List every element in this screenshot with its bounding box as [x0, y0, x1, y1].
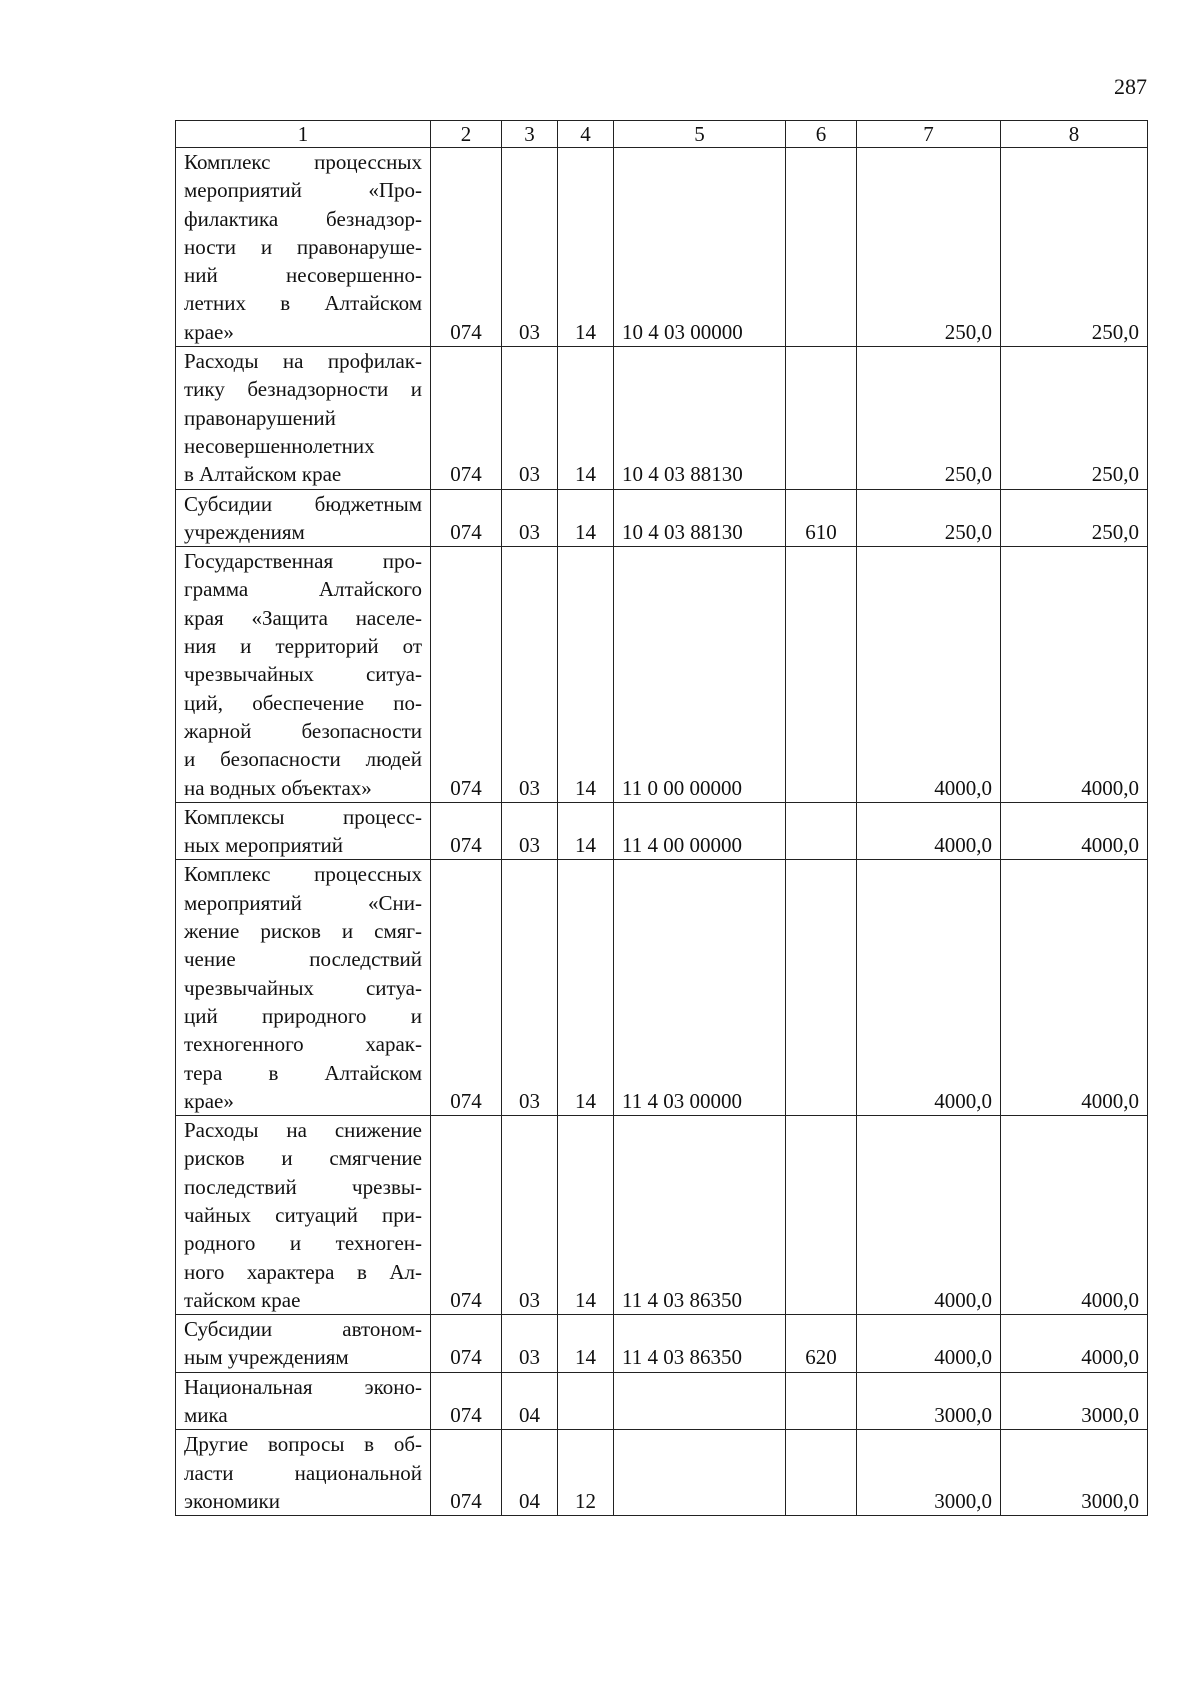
header-row [176, 121, 1148, 148]
column-header-6: 6 [786, 121, 857, 148]
amount-col8-cell: 250,0 [1001, 148, 1148, 347]
expense-type-cell [786, 347, 857, 489]
row-name-line: Комплекс процессных [184, 862, 422, 887]
table-row [176, 1430, 1148, 1516]
row-name-line: правонарушений [184, 405, 336, 430]
subsection-code-cell: 14 [558, 148, 614, 347]
section-code-cell: 03 [502, 489, 558, 547]
row-name-line: несовершеннолетних [184, 433, 375, 458]
column-header-4: 4 [558, 121, 614, 148]
expense-type-cell [786, 547, 857, 803]
column-header-8: 8 [1001, 121, 1148, 148]
table-row [176, 148, 1148, 347]
row-name-line: в Алтайском крае [184, 462, 342, 487]
table-row [176, 547, 1148, 803]
row-name-line: ний несовершенно- [184, 263, 422, 288]
row-name-line: жение рисков и смяг- [184, 919, 422, 944]
amount-col7-cell: 250,0 [857, 148, 1001, 347]
amount-col8-cell: 250,0 [1001, 489, 1148, 547]
row-name-line: Субсидии бюджетным [184, 491, 422, 516]
row-name-line: тайском крае [184, 1287, 301, 1312]
row-name-line: Расходы на профилак- [184, 349, 422, 374]
row-name-line: грамма Алтайского [184, 577, 422, 602]
amount-col8-cell: 4000,0 [1001, 1315, 1148, 1373]
table-row [176, 347, 1148, 489]
section-code-cell: 03 [502, 347, 558, 489]
amount-col7-cell: 250,0 [857, 489, 1001, 547]
expense-type-cell [786, 1430, 857, 1516]
column-header-7: 7 [857, 121, 1001, 148]
admin-code-cell: 074 [431, 1430, 502, 1516]
page-number: 287 [1114, 74, 1147, 99]
row-name-line: Комплексы процесс- [184, 804, 422, 829]
row-name-line: Комплекс процессных [184, 150, 422, 174]
amount-col8-cell: 250,0 [1001, 347, 1148, 489]
amount-col8-cell: 3000,0 [1001, 1430, 1148, 1516]
subsection-code-cell: 14 [558, 1116, 614, 1315]
row-name-line: ния и территорий от [184, 634, 422, 659]
row-name-line: Национальная эконо- [184, 1374, 422, 1399]
row-name-line: на водных объектах» [184, 775, 372, 800]
section-code-cell: 03 [502, 148, 558, 347]
expense-type-cell: 620 [786, 1315, 857, 1373]
row-name-line: техногенного харак- [184, 1032, 422, 1057]
row-name-line: ций, обеспечение по- [184, 690, 422, 715]
row-name-line: крае» [184, 1088, 234, 1113]
row-name-line: ным учреждениям [184, 1345, 349, 1370]
row-name-line: мика [184, 1403, 228, 1428]
subsection-code-cell: 14 [558, 860, 614, 1116]
amount-col7-cell: 4000,0 [857, 802, 1001, 860]
target-article-cell: 11 4 03 86350 [614, 1315, 786, 1373]
row-name-line: чрезвычайных ситуа- [184, 662, 422, 687]
section-code-cell: 03 [502, 547, 558, 803]
target-article-cell: 11 4 03 86350 [614, 1116, 786, 1315]
table-row [176, 489, 1148, 547]
admin-code-cell: 074 [431, 347, 502, 489]
expense-type-cell [786, 1372, 857, 1430]
row-name-line: чайных ситуаций при- [184, 1202, 422, 1227]
row-name-cell [176, 489, 431, 547]
row-name-line: экономики [184, 1488, 280, 1513]
subsection-code-cell: 14 [558, 489, 614, 547]
row-name-line: тику безнадзорности и [184, 377, 422, 402]
subsection-code-cell: 14 [558, 347, 614, 489]
amount-col8-cell: 4000,0 [1001, 547, 1148, 803]
column-header-2: 2 [431, 121, 502, 148]
expense-type-cell [786, 860, 857, 1116]
target-article-cell: 11 0 00 00000 [614, 547, 786, 803]
admin-code-cell: 074 [431, 802, 502, 860]
row-name-line: родного и техноген- [184, 1231, 422, 1256]
target-article-cell [614, 1430, 786, 1516]
amount-col7-cell: 4000,0 [857, 860, 1001, 1116]
column-header-3: 3 [502, 121, 558, 148]
row-name-line: Субсидии автоном- [184, 1317, 422, 1342]
amount-col8-cell: 3000,0 [1001, 1372, 1148, 1430]
expense-type-cell: 610 [786, 489, 857, 547]
subsection-code-cell: 14 [558, 802, 614, 860]
amount-col8-cell: 4000,0 [1001, 1116, 1148, 1315]
row-name-line: Расходы на снижение [184, 1118, 422, 1143]
row-name-line: чение последствий [184, 947, 422, 972]
table-row [176, 802, 1148, 860]
subsection-code-cell: 12 [558, 1430, 614, 1516]
admin-code-cell: 074 [431, 1116, 502, 1315]
expense-type-cell [786, 1116, 857, 1315]
table-row [176, 1372, 1148, 1430]
amount-col7-cell: 250,0 [857, 347, 1001, 489]
row-name-line: и безопасности людей [184, 747, 422, 772]
admin-code-cell: 074 [431, 1372, 502, 1430]
row-name-cell [176, 1116, 431, 1315]
admin-code-cell: 074 [431, 1315, 502, 1373]
amount-col7-cell: 3000,0 [857, 1430, 1001, 1516]
target-article-cell: 11 4 03 00000 [614, 860, 786, 1116]
row-name-line: последствий чрезвы- [184, 1174, 422, 1199]
row-name-cell [176, 802, 431, 860]
row-name-line: рисков и смягчение [184, 1146, 422, 1171]
row-name-line: крае» [184, 319, 234, 344]
column-header-5: 5 [614, 121, 786, 148]
row-name-cell [176, 547, 431, 803]
row-name-line: жарной безопасности [184, 718, 422, 743]
row-name-line: мероприятий «Про- [184, 178, 422, 203]
row-name-line: ного характера в Ал- [184, 1259, 422, 1284]
admin-code-cell: 074 [431, 860, 502, 1116]
amount-col7-cell: 3000,0 [857, 1372, 1001, 1430]
row-name-line: ных мероприятий [184, 833, 343, 858]
amount-col7-cell: 4000,0 [857, 1315, 1001, 1373]
section-code-cell: 03 [502, 1315, 558, 1373]
row-name-cell [176, 148, 431, 347]
subsection-code-cell: 14 [558, 547, 614, 803]
row-name-line: Другие вопросы в об- [184, 1432, 422, 1457]
target-article-cell: 10 4 03 88130 [614, 347, 786, 489]
row-name-line: ности и правонаруше- [184, 234, 422, 259]
target-article-cell: 11 4 00 00000 [614, 802, 786, 860]
section-code-cell: 04 [502, 1372, 558, 1430]
row-name-cell [176, 347, 431, 489]
admin-code-cell: 074 [431, 547, 502, 803]
row-name-line: летних в Алтайском [184, 291, 422, 316]
row-name-line: учреждениям [184, 519, 305, 544]
expense-type-cell [786, 148, 857, 347]
subsection-code-cell [558, 1372, 614, 1430]
amount-col8-cell: 4000,0 [1001, 860, 1148, 1116]
row-name-cell [176, 860, 431, 1116]
admin-code-cell: 074 [431, 148, 502, 347]
row-name-line: мероприятий «Сни- [184, 890, 422, 915]
amount-col7-cell: 4000,0 [857, 547, 1001, 803]
row-name-cell [176, 1315, 431, 1373]
target-article-cell [614, 1372, 786, 1430]
table-body [176, 148, 1148, 1516]
row-name-line: края «Защита населе- [184, 605, 422, 630]
column-header-1: 1 [176, 121, 431, 148]
admin-code-cell: 074 [431, 489, 502, 547]
row-name-line: филактика безнадзор- [184, 206, 422, 231]
target-article-cell: 10 4 03 88130 [614, 489, 786, 547]
table-row [176, 860, 1148, 1116]
amount-col7-cell: 4000,0 [857, 1116, 1001, 1315]
row-name-cell [176, 1430, 431, 1516]
section-code-cell: 03 [502, 860, 558, 1116]
section-code-cell: 04 [502, 1430, 558, 1516]
amount-col8-cell: 4000,0 [1001, 802, 1148, 860]
row-name-line: тера в Алтайском [184, 1060, 422, 1085]
table-row [176, 1315, 1148, 1373]
expense-type-cell [786, 802, 857, 860]
subsection-code-cell: 14 [558, 1315, 614, 1373]
section-code-cell: 03 [502, 1116, 558, 1315]
row-name-line: ций природного и [184, 1003, 422, 1028]
row-name-line: чрезвычайных ситуа- [184, 975, 422, 1000]
target-article-cell: 10 4 03 00000 [614, 148, 786, 347]
row-name-cell [176, 1372, 431, 1430]
budget-table [175, 120, 1148, 1516]
table-row [176, 1116, 1148, 1315]
section-code-cell: 03 [502, 802, 558, 860]
row-name-line: Государственная про- [184, 549, 422, 574]
row-name-line: ласти национальной [184, 1460, 422, 1485]
